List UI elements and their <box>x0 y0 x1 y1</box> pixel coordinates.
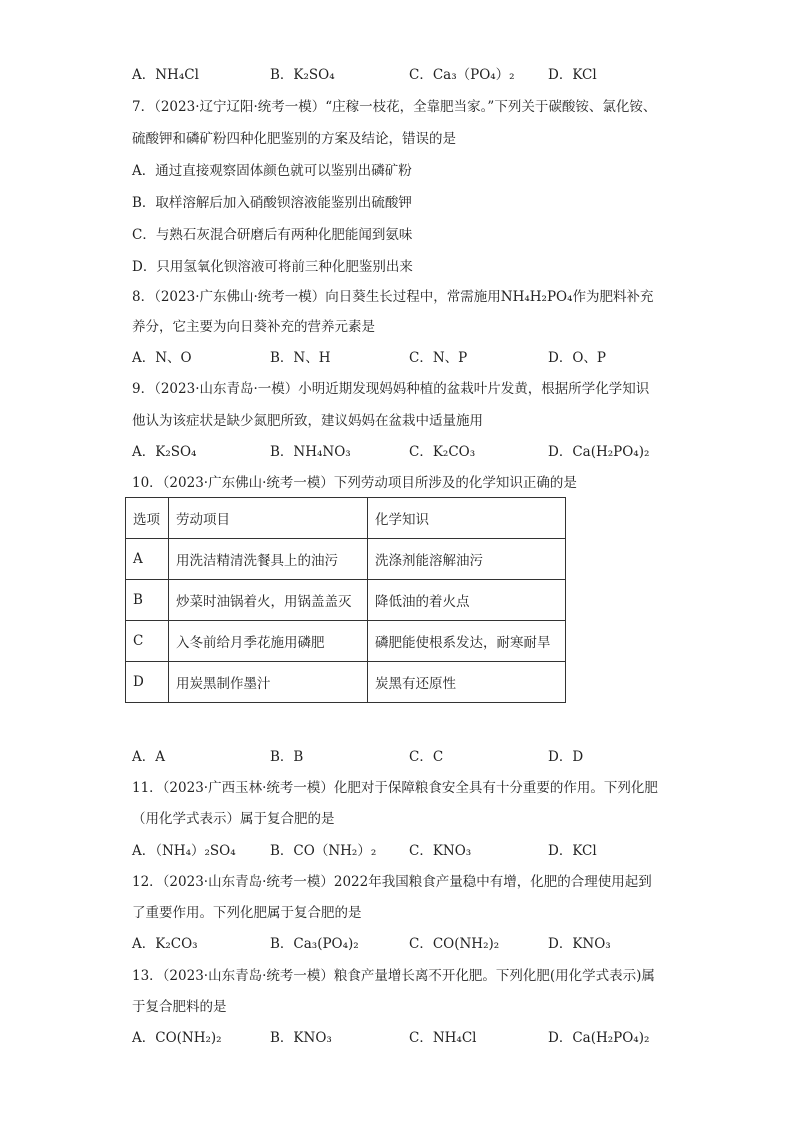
q8-option-a: A．N、O <box>132 350 192 366</box>
table-cell: B <box>126 580 169 621</box>
q13-option-b: B．KNO₃ <box>270 1030 332 1046</box>
table-cell: A <box>126 539 169 580</box>
q8-option-d: D．O、P <box>548 350 606 366</box>
q6-option-c: C．Ca₃（PO₄）₂ <box>409 67 515 83</box>
q13-stem-line-1: 13．（2023·山东青岛·统考一模）粮食产量增长离不开化肥。下列化肥(用化学式表示)属 <box>132 968 655 984</box>
table-row <box>126 580 566 621</box>
table-row <box>126 621 566 662</box>
table-cell: 洗涤剂能溶解油污 <box>368 539 566 580</box>
q13-option-a: A．CO(NH₂)₂ <box>132 1030 222 1046</box>
q7-stem-line-1: 7．（2023·辽宁辽阳·统考一模）“庄稼一枝花，全靠肥当家。”下列关于碳酸铵、氯化铵、 <box>132 99 657 115</box>
table-row <box>126 539 566 580</box>
table-header-cell: 劳动项目 <box>169 498 368 539</box>
q12-stem-line-1: 12．（2023·山东青岛·统考一模）2022年我国粮食产量稳中有增，化肥的合理使用起到 <box>132 874 652 890</box>
q11-option-c: C．KNO₃ <box>409 843 472 859</box>
q10-stem: 10．（2023·广东佛山·统考一模）下列劳动项目所涉及的化学知识正确的是 <box>132 475 577 491</box>
q9-stem-line-1: 9．（2023·山东青岛·一模）小明近期发现妈妈种植的盆栽叶片发黄，根据所学化学知识 <box>132 381 650 397</box>
table-cell: 降低油的着火点 <box>368 580 566 621</box>
q11-option-d: D．KCl <box>548 843 597 859</box>
q11-stem-line-1: 11．（2023·广西玉林·统考一模）化肥对于保障粮食安全具有十分重要的作用。下列化肥 <box>132 780 658 796</box>
q13-option-c: C．NH₄Cl <box>409 1030 477 1046</box>
q13-stem-line-2: 于复合肥料的是 <box>132 999 227 1015</box>
q9-stem-line-2: 他认为该症状是缺少氮肥所致，建议妈妈在盆栽中适量施用 <box>132 413 483 429</box>
q10-option-a: A．A <box>132 749 165 765</box>
q6-option-b: B．K₂SO₄ <box>270 67 335 83</box>
q12-option-b: B．Ca₃(PO₄)₂ <box>270 936 359 952</box>
q12-stem-line-2: 了重要作用。下列化肥属于复合肥的是 <box>132 905 362 921</box>
q7-option-a: A．通过直接观察固体颜色就可以鉴别出磷矿粉 <box>132 163 412 179</box>
table-cell: 炒菜时油锅着火，用锅盖盖灭 <box>169 580 368 621</box>
q9-option-b: B．NH₄NO₃ <box>270 444 351 460</box>
q11-option-a: A．（NH₄）₂SO₄ <box>132 843 236 859</box>
q10-table <box>125 497 566 703</box>
table-cell: 磷肥能使根系发达，耐寒耐旱 <box>368 621 566 662</box>
q8-option-c: C．N、P <box>409 350 468 366</box>
q9-option-d: D．Ca(H₂PO₄)₂ <box>548 444 650 460</box>
q13-option-d: D．Ca(H₂PO₄)₂ <box>548 1030 650 1046</box>
table-cell: 用炭黑制作墨汁 <box>169 662 368 703</box>
q8-option-b: B．N、H <box>270 350 331 366</box>
q12-option-c: C．CO(NH₂)₂ <box>409 936 500 952</box>
q8-stem-line-2: 养分，它主要为向日葵补充的营养元素是 <box>132 319 375 335</box>
table-cell: D <box>126 662 169 703</box>
q10-option-d: D．D <box>548 749 584 765</box>
q8-stem-line-1: 8．（2023·广东佛山·统考一模）向日葵生长过程中，常需施用NH₄H₂PO₄作为肥料补充 <box>132 289 654 305</box>
q12-option-d: D．KNO₃ <box>548 936 611 952</box>
table-header-cell: 选项 <box>126 498 169 539</box>
q11-stem-line-2: （用化学式表示）属于复合肥的是 <box>132 811 335 827</box>
q7-stem-line-2: 硫酸钾和磷矿粉四种化肥鉴别的方案及结论，错误的是 <box>132 131 456 147</box>
q10-option-c: C．C <box>409 749 444 765</box>
table-row <box>126 662 566 703</box>
q9-option-c: C．K₂CO₃ <box>409 444 476 460</box>
q6-option-d: D．KCl <box>548 67 597 83</box>
q7-option-b: B．取样溶解后加入硝酸钡溶液能鉴别出硫酸钾 <box>132 195 412 211</box>
q11-option-b: B．CO（NH₂）₂ <box>270 843 377 859</box>
table-header-row <box>126 498 566 539</box>
q9-option-a: A．K₂SO₄ <box>132 444 197 460</box>
q12-option-a: A．K₂CO₃ <box>132 936 198 952</box>
table-cell: C <box>126 621 169 662</box>
q7-option-c: C．与熟石灰混合研磨后有两种化肥能闻到氨味 <box>132 227 413 243</box>
table-header-cell: 化学知识 <box>368 498 566 539</box>
q10-option-b: B．B <box>270 749 304 765</box>
table-cell: 用洗洁精清洗餐具上的油污 <box>169 539 368 580</box>
table-cell: 入冬前给月季花施用磷肥 <box>169 621 368 662</box>
q7-option-d: D．只用氢氧化钡溶液可将前三种化肥鉴别出来 <box>132 259 413 275</box>
table-cell: 炭黑有还原性 <box>368 662 566 703</box>
q6-option-a: A．NH₄Cl <box>132 67 199 83</box>
